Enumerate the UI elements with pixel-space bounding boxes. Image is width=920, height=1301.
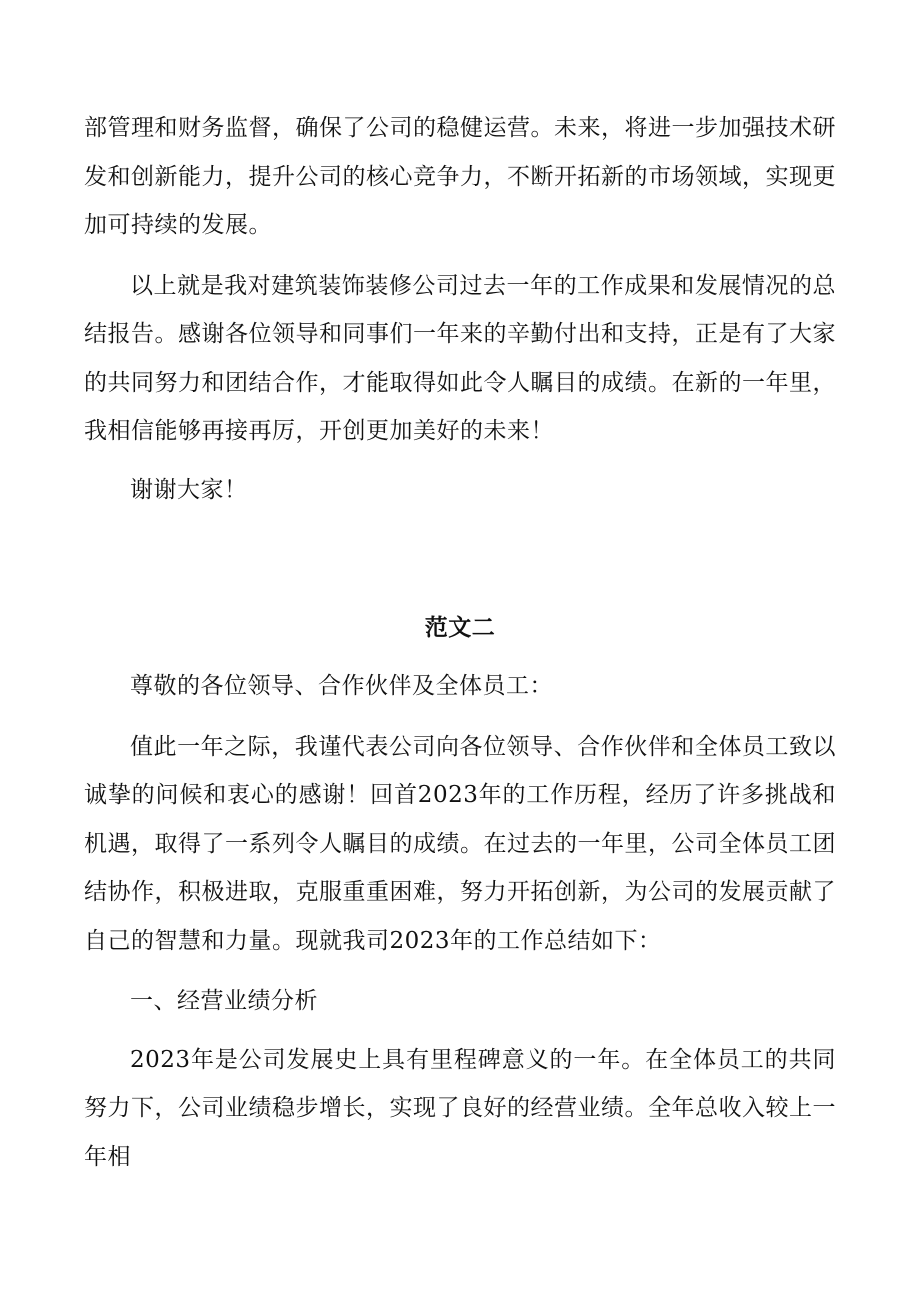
paragraph-intro: 值此一年之际，我谨代表公司向各位领导、合作伙伴和全体员工致以诚挚的问候和衷心的感谢！回首2023年的工作历程，经历了许多挑战和机遇，取得了一系列令人瞩目的成绩。在过去的一年里，公司全体员工团结协作，积极进取，克服重重困难，努力开拓创新，为公司的发展贡献了自己的智慧和力量。现就我司2023年的工作总结如下： <box>84 733 836 954</box>
section-title: 范文二 <box>424 615 496 641</box>
paragraph-performance: 2023年是公司发展史上具有里程碑意义的一年。在全体员工的共同努力下，公司业绩稳步增长，实现了良好的经营业绩。全年总收入较上一年相 <box>84 1046 836 1170</box>
salutation: 尊敬的各位领导、合作伙伴及全体员工： <box>130 673 553 699</box>
paragraph-thanks: 谢谢大家！ <box>130 476 248 503</box>
subheading-business-performance: 一、经营业绩分析 <box>130 988 318 1014</box>
paragraph-summary: 以上就是我对建筑装饰装修公司过去一年的工作成果和发展情况的总结报告。感谢各位领导和同事们一年来的辛勤付出和支持，正是有了大家的共同努力和团结合作，才能取得如此令人瞩目的成绩。在新的一年里，我相信能够再接再厉，开创更加美好的未来！ <box>84 272 836 444</box>
paragraph-continuation: 部管理和财务监督，确保了公司的稳健运营。未来，将进一步加强技术研发和创新能力，提升公司的核心竞争力，不断开拓新的市场领域，实现更加可持续的发展。 <box>84 115 836 238</box>
document-page <box>84 104 836 1181</box>
